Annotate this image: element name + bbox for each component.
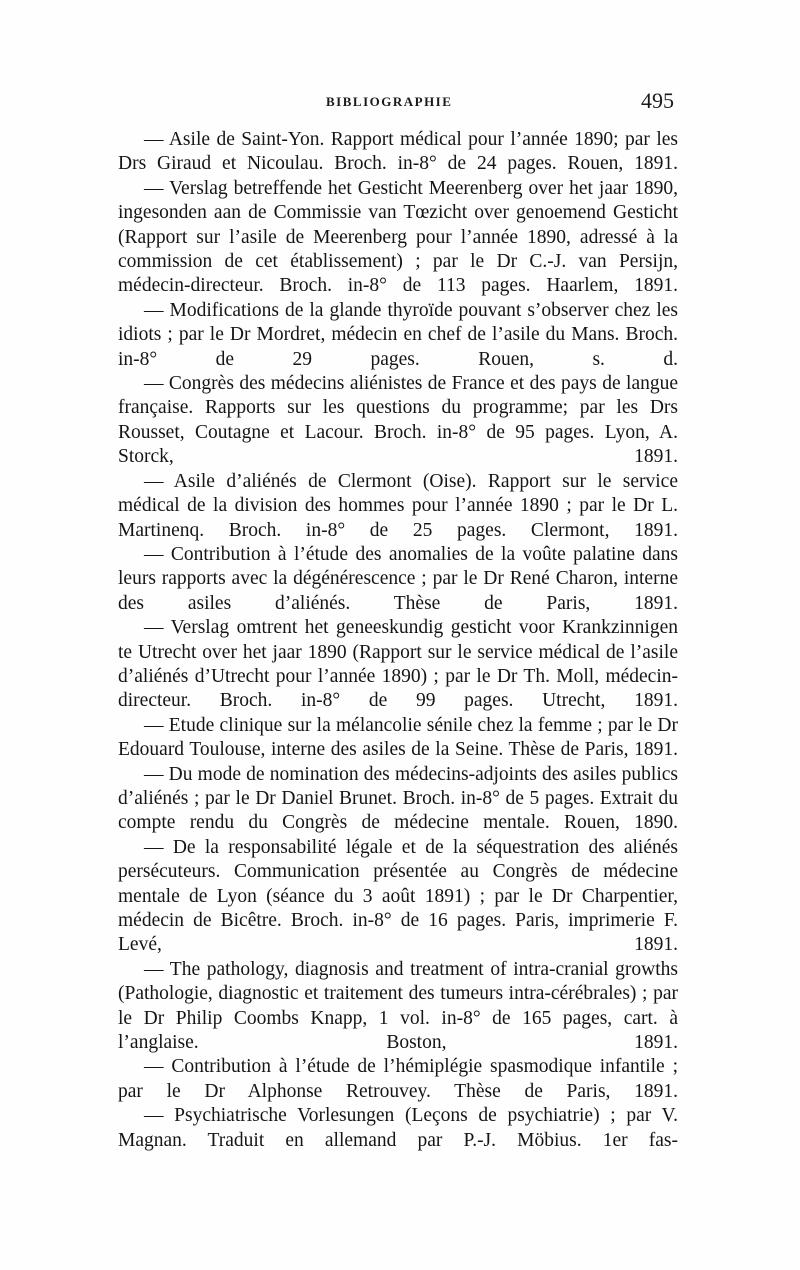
- bibliography-entry: — Contribution à l’étude de l’hémiplégie spasmodique infantile ; par le Dr Alphonse Retrouvey. Thèse de Paris, 1891.: [118, 1056, 678, 1102]
- bibliography-entry: — Congrès des médecins aliénistes de France et des pays de langue française. Rapports sur les questions du programme; par les Drs Rousset, Coutagne et Lacour. Broch. in-8° de 95 pages. Lyon, A. Storck, 1891.: [118, 373, 678, 468]
- bibliography-text: [118, 128, 678, 1153]
- bibliography-entry: — Verslag omtrent het geneeskundig gesticht voor Krankzinnigen te Utrecht over het jaar 1890 (Rapport sur le service médical de l’asile d’aliénés d’Utrecht pour l’année 1890) ; par le Dr Th. Moll, médecin-directeur. Broch. in-8° de 99 pages. Utrecht, 1891.: [118, 617, 678, 712]
- page-number: 495: [641, 88, 674, 113]
- bibliography-entry: — Modifications de la glande thyroïde pouvant s’observer chez les idiots ; par le Dr Mordret, médecin en chef de l’asile du Mans. Broch. in-8° de 29 pages. Rouen, s. d.: [118, 299, 678, 370]
- page-header: [118, 88, 674, 118]
- bibliography-entry: — De la responsabilité légale et de la séquestration des aliénés persécuteurs. Communication présentée au Congrès de médecine mentale de Lyon (séance du 3 août 1891) ; par le Dr Charpentier, médecin de Bicêtre. Broch. in-8° de 16 pages. Paris, imprimerie F. Levé, 1891.: [118, 836, 678, 956]
- bibliography-entry: — Asile de Saint-Yon. Rapport médical pour l’année 1890; par les Drs Giraud et Nicoulau. Broch. in-8° de 24 pages. Rouen, 1891.: [118, 129, 678, 175]
- bibliography-entry: — Contribution à l’étude des anomalies de la voûte palatine dans leurs rapports avec la dégénérescence ; par le Dr René Charon, interne des asiles d’aliénés. Thèse de Paris, 1891.: [118, 543, 678, 614]
- bibliography-entry: — The pathology, diagnosis and treatment of intra-cranial growths (Pathologie, diagnostic et traitement des tumeurs intra-cérébrales) ; par le Dr Philip Coombs Knapp, 1 vol. in-8° de 165 pages, cart. à l’anglaise. Boston, 1891.: [118, 958, 678, 1054]
- bibliography-entry: — Etude clinique sur la mélancolie sénile chez la femme ; par le Dr Edouard Toulouse, interne des asiles de la Seine. Thèse de Paris, 1891.: [118, 714, 678, 761]
- bibliography-entry: — Verslag betreffende het Gesticht Meerenberg over het jaar 1890, ingesonden aan de Commissie van Tœzicht over genoemend Gesticht (Rapport sur l’asile de Meerenberg pour l’année 1890, adressé à la commission de cet établissement) ; par le Dr C.-J. van Persijn, médecin-directeur. Broch. in-8° de 113 pages. Haarlem, 1891.: [118, 177, 678, 297]
- running-title: BIBLIOGRAPHIE: [326, 94, 453, 109]
- bibliography-entry: — Psychiatrische Vorlesungen (Leçons de psychiatrie) ; par V. Magnan. Traduit en allemand par P.-J. Möbius. 1er fas-: [118, 1105, 678, 1151]
- bibliography-entry: — Asile d’aliénés de Clermont (Oise). Rapport sur le service médical de la division des hommes pour l’année 1890 ; par le Dr L. Martinenq. Broch. in-8° de 25 pages. Clermont, 1891.: [118, 470, 678, 541]
- bibliography-entry: — Du mode de nomination des médecins-adjoints des asiles publics d’aliénés ; par le Dr Daniel Brunet. Broch. in-8° de 5 pages. Extrait du compte rendu du Congrès de médecine mentale. Rouen, 1890.: [118, 763, 678, 834]
